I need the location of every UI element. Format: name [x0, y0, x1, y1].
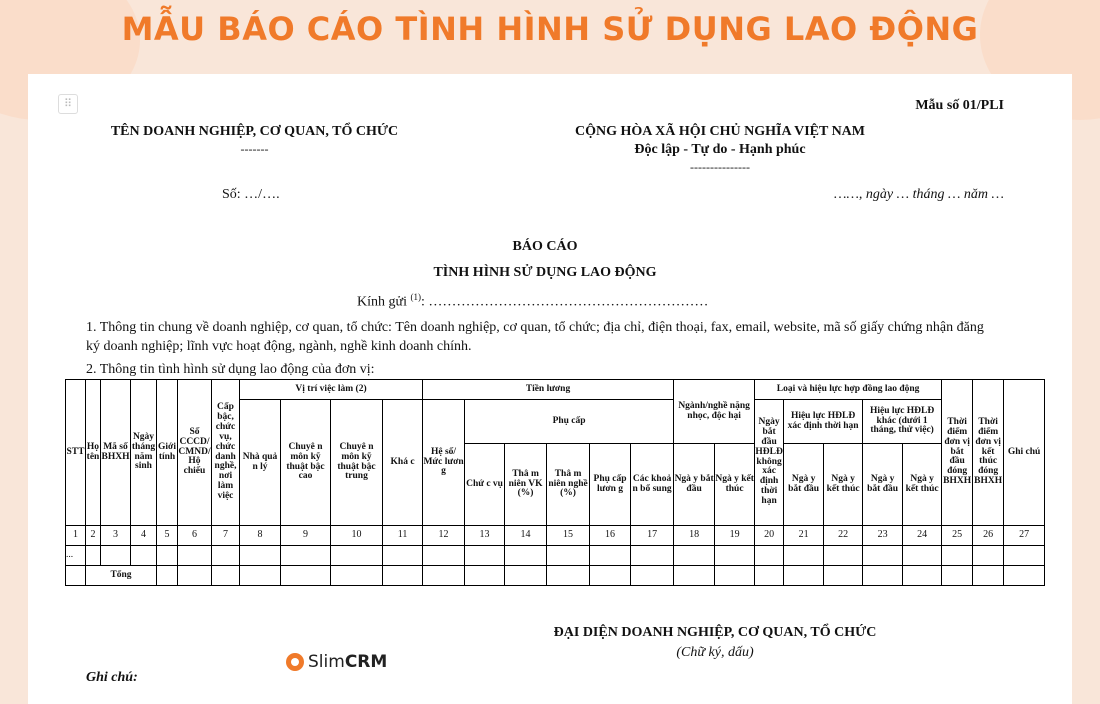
column-number-cell: 1: [66, 526, 86, 546]
column-number-cell: 17: [631, 526, 674, 546]
column-number-cell: 9: [281, 526, 331, 546]
header-allow-vk: Thâ m niên VK (%): [505, 444, 547, 526]
total-label: Tổng: [86, 566, 157, 586]
document-number: Số: …/….: [222, 187, 280, 202]
header-position: Vị trí việc làm (2): [240, 380, 423, 400]
date-line: ……, ngày … tháng … năm …: [834, 187, 1004, 202]
report-title: BÁO CÁO: [512, 239, 578, 254]
recipient-dots: : ……………………………………………………: [420, 294, 709, 310]
header-contract-fixed: Hiệu lực HĐLĐ xác định thời hạn: [784, 400, 863, 444]
recipient-label: Kính gửi: [357, 294, 407, 310]
column-number-cell: 10: [331, 526, 383, 546]
column-number-cell: 14: [505, 526, 547, 546]
motto: Độc lập - Tự do - Hạnh phúc: [634, 142, 806, 157]
header-allow-job: Thâ m niên nghề (%): [547, 444, 590, 526]
header-heavy-start: Ngà y bắt đầu: [674, 444, 715, 526]
header-rank: Cấp bậc, chức vụ, chức danh nghề, nơi làm việc: [212, 380, 240, 526]
table-row: [66, 546, 1045, 566]
column-number-cell: 5: [157, 526, 178, 546]
org-name: TÊN DOANH NGHIỆP, CƠ QUAN, TỔ CHỨC: [110, 124, 399, 139]
column-number-cell: 16: [590, 526, 631, 546]
gear-icon: [286, 653, 304, 671]
logo-prefix: Slim: [308, 652, 345, 672]
column-number-cell: 3: [101, 526, 131, 546]
header-fixed-end: Ngà y kết thúc: [824, 444, 863, 526]
header-note: Ghi chú: [1004, 380, 1045, 526]
nation-name: CỘNG HÒA XÃ HỘI CHỦ NGHĨA VIỆT NAM: [574, 124, 865, 139]
section-2-text: 2. Thông tin tình hình sử dụng lao động của đơn vị:: [86, 362, 375, 377]
header-allowance: Phụ cấp: [465, 400, 674, 444]
header-heavy-end: Ngà y kết thúc: [715, 444, 755, 526]
header-other-start: Ngà y bắt đầu: [863, 444, 903, 526]
slimcrm-logo: [286, 652, 387, 672]
column-number-cell: 4: [131, 526, 157, 546]
header-pos-high: Chuyê n môn kỹ thuật bậc cao: [281, 400, 331, 526]
recipient-sup: (1): [410, 292, 421, 302]
labor-report-table: [65, 379, 1045, 586]
report-subtitle: TÌNH HÌNH SỬ DỤNG LAO ĐỘNG: [433, 265, 657, 280]
signer-note: (Chữ ký, dấu): [676, 645, 754, 660]
header-pos-other: Khá c: [383, 400, 423, 526]
drag-handle-icon[interactable]: ⠿: [58, 94, 78, 114]
column-number-cell: 6: [178, 526, 212, 546]
header-other-end: Ngà y kết thúc: [903, 444, 942, 526]
column-number-cell: 24: [903, 526, 942, 546]
column-number-cell: 12: [423, 526, 465, 546]
header-heavy-job: Ngành/nghề nặng nhọc, độc hại: [674, 380, 755, 444]
header-bhxh-start: Thời điểm đơn vị bắt đầu đóng BHXH: [942, 380, 973, 526]
header-contract-unlimited: Ngày bắt đầu HĐLĐ không xác định thời hạn: [755, 400, 784, 526]
column-number-cell: 18: [674, 526, 715, 546]
header-bhxh-end: Thời điểm đơn vị kết thúc đóng BHXH: [973, 380, 1004, 526]
signer-title: ĐẠI DIỆN DOANH NGHIỆP, CƠ QUAN, TỔ CHỨC: [553, 625, 877, 640]
header-stt: STT: [66, 380, 86, 526]
header-dob: Ngày tháng năm sinh: [131, 380, 157, 526]
column-number-cell: 19: [715, 526, 755, 546]
header-gender: Giới tính: [157, 380, 178, 526]
header-contract: Loại và hiệu lực hợp đồng lao động: [755, 380, 942, 400]
column-number-cell: 25: [942, 526, 973, 546]
header-allow-salary: Phụ cấp lươn g: [590, 444, 631, 526]
column-number-cell: 15: [547, 526, 590, 546]
banner-title: MẪU BÁO CÁO TÌNH HÌNH SỬ DỤNG LAO ĐỘNG: [121, 10, 979, 48]
column-number-cell: 27: [1004, 526, 1045, 546]
logo-suffix: CRM: [344, 652, 388, 672]
footnote-label: Ghi chú:: [86, 670, 138, 685]
document-page: [28, 74, 1072, 704]
motto-dash: ---------------: [690, 160, 750, 174]
header-fixed-start: Ngà y bắt đầu: [784, 444, 824, 526]
form-number: Mẫu số 01/PLI: [915, 98, 1004, 113]
column-number-cell: 8: [240, 526, 281, 546]
header-id: Số CCCD/ CMND/ Hộ chiếu: [178, 380, 212, 526]
header-allow-position: Chứ c vụ: [465, 444, 505, 526]
header-bhxh: Mã số BHXH: [101, 380, 131, 526]
column-number-cell: 2: [86, 526, 101, 546]
column-number-cell: 13: [465, 526, 505, 546]
header-contract-other: Hiệu lực HĐLĐ khác (dưới 1 tháng, thử việc): [863, 400, 942, 444]
column-number-cell: 20: [755, 526, 784, 546]
header-salary: Tiền lương: [423, 380, 674, 400]
recipient-line: [357, 292, 708, 311]
org-dash: -------: [240, 142, 269, 156]
column-number-cell: 23: [863, 526, 903, 546]
column-number-row: [66, 526, 1045, 546]
column-number-cell: 26: [973, 526, 1004, 546]
header-name: Họ tên: [86, 380, 101, 526]
column-number-cell: 22: [824, 526, 863, 546]
header-pos-mid: Chuyê n môn kỹ thuật bậc trung: [331, 400, 383, 526]
total-row: [66, 566, 1045, 586]
column-number-cell: 21: [784, 526, 824, 546]
section-1-text: 1. Thông tin chung về doanh nghiệp, cơ quan, tổ chức: Tên doanh nghiệp, cơ quan, tổ chức; địa chỉ, điện thoại, fax, email, website, mã số giấy chứng nhận đăng ký doanh nghiệp; lĩnh vực hoạt động, ngành, nghề kinh doanh chính.: [86, 320, 984, 354]
column-number-cell: 11: [383, 526, 423, 546]
column-number-cell: 7: [212, 526, 240, 546]
header-pos-manager: Nhà quả n lý: [240, 400, 281, 526]
ellipsis-cell: ...: [66, 546, 86, 566]
header-coef: Hệ số/ Mức lươn g: [423, 400, 465, 526]
header-allow-additional: Các khoả n bổ sung: [631, 444, 674, 526]
